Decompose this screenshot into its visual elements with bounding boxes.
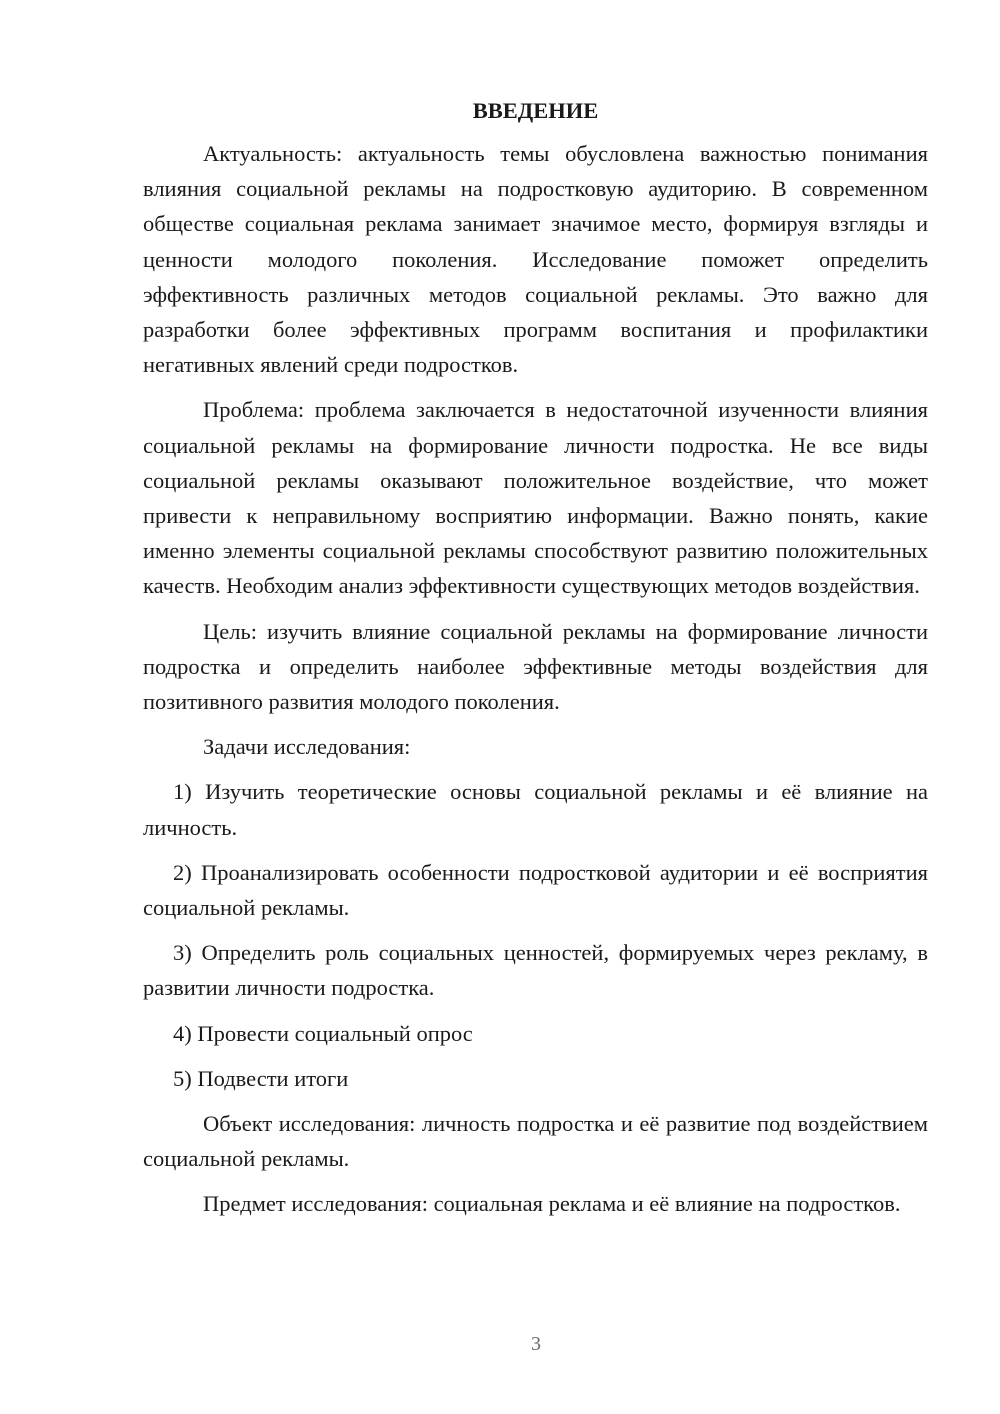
paragraph-object: Объект исследования: личность подростка и её развитие под воздействием социальной рекламы. [143, 1111, 928, 1172]
task-item-1: 1) Изучить теоретические основы социальной рекламы и её влияние на личность. [143, 779, 928, 840]
paragraph-subject: Предмет исследования: социальная реклама и её влияние на подростков. [203, 1191, 901, 1217]
page-number: 3 [531, 1333, 541, 1355]
page-content [143, 96, 928, 1222]
task-item-4: 4) Провести социальный опрос [173, 1020, 473, 1046]
paragraph-relevance: Актуальность: актуальность темы обусловлена важностью понимания влияния социальной рекламы на подростковую аудиторию. В современном обществе социальная реклама занимает значимое место, формируя взгляды и ценности молодого поколения. Исследование поможет определить эффективность различных методов социальной рекламы. Это важно для разработки более эффективных программ воспитания и профилактики негативных явлений среди подростков. [143, 141, 928, 378]
task-item-2: 2) Проанализировать особенности подростковой аудитории и её восприятия социальной рекламы. [143, 859, 928, 921]
task-item-5: 5) Подвести итоги [173, 1065, 349, 1091]
task-item-3: 3) Определить роль социальных ценностей, формируемых через рекламу, в развитии личности подростка. [143, 940, 928, 1001]
page-title: ВВЕДЕНИЕ [472, 98, 599, 123]
paragraph-problem: Проблема: проблема заключается в недостаточной изученности влияния социальной рекламы на формирование личности подростка. Не все виды социальной рекламы оказывают положительное воздействие, что может привести к неправильному восприятию информации. Важно понять, какие именно элементы социальной рекламы способствуют развитию положительных качеств. Необходим анализ эффективности существующих методов воздействия. [143, 397, 928, 599]
paragraph-goal: Цель: изучить влияние социальной рекламы на формирование личности подростка и определить наиболее эффективные методы воздействия для позитивного развития молодого поколения. [143, 618, 928, 715]
tasks-heading: Задачи исследования: [203, 734, 411, 760]
